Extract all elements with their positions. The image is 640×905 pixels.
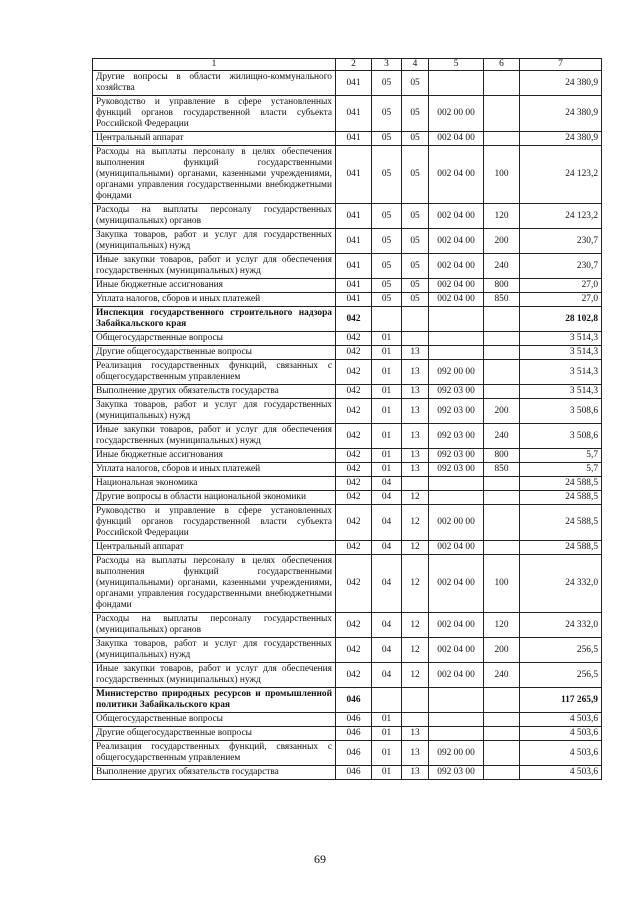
ministry-code: 041 [336, 293, 372, 307]
table-row [93, 477, 602, 491]
target-article-code: 002 04 00 [429, 146, 484, 204]
amount: 24 123,2 [520, 204, 602, 229]
expense-name: Уплата налогов, сборов и иных платежей [93, 293, 336, 307]
target-article-code: 002 04 00 [429, 279, 484, 293]
expense-name: Расходы на выплаты персоналу в целях обеспечения выполнения функций государственными (муниципальными) органами, казенными учреждениями, органами управления государственными внебюджетными фондами [93, 146, 336, 204]
target-article-code: 002 04 00 [429, 613, 484, 638]
subsection-code: 12 [402, 555, 429, 613]
expense-name: Расходы на выплаты персоналу государственных (муниципальных) органов [93, 613, 336, 638]
table-row [93, 688, 602, 713]
amount: 5,7 [520, 463, 602, 477]
expense-type-code: 100 [484, 555, 520, 613]
target-article-code: 092 03 00 [429, 424, 484, 449]
target-article-code: 092 00 00 [429, 360, 484, 385]
section-code [372, 307, 402, 332]
table-row [93, 541, 602, 555]
budget-table [92, 58, 602, 780]
target-article-code: 002 04 00 [429, 132, 484, 146]
ministry-code: 041 [336, 254, 372, 279]
expense-type-code: 240 [484, 254, 520, 279]
ministry-code: 046 [336, 766, 372, 780]
subsection-code: 13 [402, 463, 429, 477]
expense-type-code: 800 [484, 449, 520, 463]
expense-name: Иные бюджетные ассигнования [93, 449, 336, 463]
target-article-code [429, 71, 484, 96]
expense-type-code: 240 [484, 424, 520, 449]
subsection-code: 12 [402, 638, 429, 663]
table-body [93, 71, 602, 780]
subsection-code: 05 [402, 132, 429, 146]
expense-type-code [484, 360, 520, 385]
expense-type-code: 120 [484, 204, 520, 229]
target-article-code [429, 346, 484, 360]
expense-name: Иные закупки товаров, работ и услуг для обеспечения государственных (муниципальных) нужд [93, 424, 336, 449]
expense-name: Национальная экономика [93, 477, 336, 491]
expense-name: Иные бюджетные ассигнования [93, 279, 336, 293]
ministry-code: 042 [336, 385, 372, 399]
amount: 256,5 [520, 638, 602, 663]
ministry-code: 041 [336, 229, 372, 254]
table-row [93, 204, 602, 229]
expense-type-code [484, 477, 520, 491]
column-number: 7 [520, 59, 602, 71]
section-code: 04 [372, 613, 402, 638]
ministry-code: 042 [336, 360, 372, 385]
subsection-code: 13 [402, 399, 429, 424]
ministry-code: 042 [336, 463, 372, 477]
expense-type-code [484, 307, 520, 332]
table-row [93, 713, 602, 727]
target-article-code [429, 477, 484, 491]
amount: 117 265,9 [520, 688, 602, 713]
expense-name: Выполнение других обязательств государства [93, 766, 336, 780]
subsection-code [402, 307, 429, 332]
ministry-code: 042 [336, 555, 372, 613]
table-row [93, 555, 602, 613]
amount: 24 332,0 [520, 555, 602, 613]
expense-type-code: 850 [484, 463, 520, 477]
subsection-code: 05 [402, 146, 429, 204]
expense-type-code: 800 [484, 279, 520, 293]
subsection-code: 05 [402, 204, 429, 229]
subsection-code [402, 477, 429, 491]
target-article-code: 092 00 00 [429, 741, 484, 766]
section-code: 01 [372, 449, 402, 463]
expense-name: Общегосударственные вопросы [93, 332, 336, 346]
target-article-code [429, 713, 484, 727]
section-code: 01 [372, 399, 402, 424]
section-code: 01 [372, 766, 402, 780]
section-code: 01 [372, 741, 402, 766]
amount: 256,5 [520, 663, 602, 688]
section-code: 01 [372, 424, 402, 449]
table-row [93, 491, 602, 505]
subsection-code: 13 [402, 424, 429, 449]
amount: 24 588,5 [520, 477, 602, 491]
subsection-code: 12 [402, 505, 429, 541]
section-code: 04 [372, 505, 402, 541]
table-row [93, 613, 602, 638]
amount: 4 503,6 [520, 727, 602, 741]
ministry-code: 041 [336, 279, 372, 293]
expense-name: Закупка товаров, работ и услуг для государственных (муниципальных) нужд [93, 638, 336, 663]
section-code: 05 [372, 254, 402, 279]
subsection-code [402, 688, 429, 713]
expense-type-code [484, 332, 520, 346]
expense-type-code [484, 385, 520, 399]
expense-name: Расходы на выплаты персоналу государственных (муниципальных) органов [93, 204, 336, 229]
section-code: 01 [372, 463, 402, 477]
ministry-code: 046 [336, 713, 372, 727]
ministry-code: 042 [336, 424, 372, 449]
subsection-code: 12 [402, 541, 429, 555]
ministry-code: 042 [336, 505, 372, 541]
target-article-code: 092 03 00 [429, 766, 484, 780]
section-code: 01 [372, 360, 402, 385]
subsection-code: 05 [402, 96, 429, 132]
expense-name: Руководство и управление в сфере установленных функций органов государственной власти субъекта Российской Федерации [93, 505, 336, 541]
expense-name: Министерство природных ресурсов и промышленной политики Забайкальского края [93, 688, 336, 713]
section-code: 04 [372, 477, 402, 491]
subsection-code [402, 713, 429, 727]
ministry-code: 042 [336, 638, 372, 663]
amount: 27,0 [520, 293, 602, 307]
ministry-code: 042 [336, 307, 372, 332]
table-row [93, 254, 602, 279]
column-number: 4 [402, 59, 429, 71]
expense-name: Руководство и управление в сфере установленных функций органов государственной власти субъекта Российской Федерации [93, 96, 336, 132]
table-row [93, 424, 602, 449]
section-code [372, 688, 402, 713]
expense-type-code: 200 [484, 638, 520, 663]
section-code: 01 [372, 346, 402, 360]
section-code: 04 [372, 638, 402, 663]
table-row [93, 346, 602, 360]
section-code: 01 [372, 713, 402, 727]
column-number: 2 [336, 59, 372, 71]
target-article-code [429, 727, 484, 741]
ministry-code: 046 [336, 688, 372, 713]
subsection-code: 12 [402, 613, 429, 638]
table-row [93, 463, 602, 477]
amount: 24 588,5 [520, 505, 602, 541]
column-number-row [93, 59, 602, 71]
subsection-code: 12 [402, 491, 429, 505]
ministry-code: 041 [336, 146, 372, 204]
amount: 24 380,9 [520, 132, 602, 146]
expense-name: Другие общегосударственные вопросы [93, 346, 336, 360]
section-code: 04 [372, 663, 402, 688]
ministry-code: 041 [336, 132, 372, 146]
section-code: 05 [372, 279, 402, 293]
subsection-code: 13 [402, 385, 429, 399]
amount: 24 123,2 [520, 146, 602, 204]
ministry-code: 042 [336, 613, 372, 638]
budget-page [92, 58, 601, 780]
expense-type-code: 200 [484, 229, 520, 254]
table-row [93, 741, 602, 766]
target-article-code [429, 307, 484, 332]
expense-type-code [484, 541, 520, 555]
section-code: 01 [372, 385, 402, 399]
page-number: 69 [314, 852, 326, 866]
subsection-code: 12 [402, 663, 429, 688]
section-code: 01 [372, 332, 402, 346]
column-number: 5 [429, 59, 484, 71]
amount: 4 503,6 [520, 766, 602, 780]
subsection-code: 05 [402, 254, 429, 279]
table-row [93, 332, 602, 346]
amount: 4 503,6 [520, 713, 602, 727]
subsection-code: 13 [402, 449, 429, 463]
amount: 24 588,5 [520, 491, 602, 505]
expense-type-code [484, 688, 520, 713]
target-article-code: 002 04 00 [429, 541, 484, 555]
expense-type-code [484, 346, 520, 360]
section-code: 05 [372, 204, 402, 229]
ministry-code: 046 [336, 741, 372, 766]
target-article-code [429, 332, 484, 346]
section-code: 05 [372, 146, 402, 204]
table-row [93, 146, 602, 204]
expense-name: Общегосударственные вопросы [93, 713, 336, 727]
target-article-code: 002 04 00 [429, 555, 484, 613]
expense-name: Реализация государственных функций, связанных с общегосударственным управлением [93, 741, 336, 766]
subsection-code: 13 [402, 360, 429, 385]
expense-name: Другие вопросы в области жилищно-коммунального хозяйства [93, 71, 336, 96]
table-row [93, 449, 602, 463]
target-article-code: 092 03 00 [429, 449, 484, 463]
ministry-code: 041 [336, 204, 372, 229]
subsection-code: 13 [402, 741, 429, 766]
target-article-code: 002 04 00 [429, 293, 484, 307]
expense-name: Иные закупки товаров, работ и услуг для обеспечения государственных (муниципальных) нужд [93, 254, 336, 279]
table-row [93, 399, 602, 424]
target-article-code: 002 04 00 [429, 638, 484, 663]
target-article-code [429, 688, 484, 713]
ministry-code: 042 [336, 477, 372, 491]
expense-name: Инспекция государственного строительного надзора Забайкальского края [93, 307, 336, 332]
section-code: 04 [372, 491, 402, 505]
table-row [93, 766, 602, 780]
table-row [93, 293, 602, 307]
expense-name: Расходы на выплаты персоналу в целях обеспечения выполнения функций государственными (муниципальными) органами, казенными учреждениями, органами управления государственными внебюджетными фондами [93, 555, 336, 613]
expense-type-code [484, 71, 520, 96]
expense-name: Выполнение других обязательств государства [93, 385, 336, 399]
table-row [93, 96, 602, 132]
ministry-code: 042 [336, 399, 372, 424]
section-code: 05 [372, 132, 402, 146]
expense-name: Другие общегосударственные вопросы [93, 727, 336, 741]
subsection-code: 05 [402, 293, 429, 307]
target-article-code: 092 03 00 [429, 399, 484, 424]
column-number: 3 [372, 59, 402, 71]
expense-name: Закупка товаров, работ и услуг для государственных (муниципальных) нужд [93, 229, 336, 254]
expense-type-code: 200 [484, 399, 520, 424]
table-row [93, 638, 602, 663]
expense-name: Уплата налогов, сборов и иных платежей [93, 463, 336, 477]
table-row [93, 279, 602, 293]
amount: 230,7 [520, 254, 602, 279]
ministry-code: 042 [336, 332, 372, 346]
ministry-code: 042 [336, 449, 372, 463]
table-row [93, 360, 602, 385]
table-row [93, 229, 602, 254]
target-article-code: 092 03 00 [429, 385, 484, 399]
expense-type-code [484, 132, 520, 146]
amount: 3 514,3 [520, 360, 602, 385]
amount: 3 514,3 [520, 385, 602, 399]
target-article-code: 002 04 00 [429, 229, 484, 254]
target-article-code: 002 00 00 [429, 96, 484, 132]
amount: 27,0 [520, 279, 602, 293]
table-row [93, 663, 602, 688]
ministry-code: 042 [336, 541, 372, 555]
amount: 5,7 [520, 449, 602, 463]
expense-name: Другие вопросы в области национальной экономики [93, 491, 336, 505]
section-code: 01 [372, 727, 402, 741]
amount: 24 380,9 [520, 71, 602, 96]
subsection-code: 13 [402, 766, 429, 780]
target-article-code: 002 04 00 [429, 204, 484, 229]
table-row [93, 132, 602, 146]
expense-type-code [484, 741, 520, 766]
section-code: 05 [372, 229, 402, 254]
amount: 24 588,5 [520, 541, 602, 555]
target-article-code: 002 00 00 [429, 505, 484, 541]
target-article-code: 092 03 00 [429, 463, 484, 477]
section-code: 04 [372, 541, 402, 555]
table-row [93, 307, 602, 332]
target-article-code: 002 04 00 [429, 254, 484, 279]
amount: 24 332,0 [520, 613, 602, 638]
expense-type-code [484, 491, 520, 505]
expense-type-code [484, 505, 520, 541]
amount: 230,7 [520, 229, 602, 254]
amount: 3 508,6 [520, 424, 602, 449]
section-code: 05 [372, 71, 402, 96]
subsection-code: 05 [402, 229, 429, 254]
ministry-code: 042 [336, 663, 372, 688]
amount: 24 380,9 [520, 96, 602, 132]
amount: 3 514,3 [520, 332, 602, 346]
expense-name: Реализация государственных функций, связанных с общегосударственным управлением [93, 360, 336, 385]
subsection-code: 13 [402, 346, 429, 360]
expense-name: Иные закупки товаров, работ и услуг для обеспечения государственных (муниципальных) нужд [93, 663, 336, 688]
amount: 28 102,8 [520, 307, 602, 332]
target-article-code [429, 491, 484, 505]
section-code: 04 [372, 555, 402, 613]
target-article-code: 002 04 00 [429, 663, 484, 688]
expense-name: Центральный аппарат [93, 541, 336, 555]
expense-type-code [484, 727, 520, 741]
ministry-code: 041 [336, 96, 372, 132]
column-number: 6 [484, 59, 520, 71]
table-row [93, 505, 602, 541]
subsection-code [402, 332, 429, 346]
expense-type-code: 100 [484, 146, 520, 204]
expense-name: Закупка товаров, работ и услуг для государственных (муниципальных) нужд [93, 399, 336, 424]
ministry-code: 046 [336, 727, 372, 741]
column-number: 1 [93, 59, 336, 71]
table-row [93, 71, 602, 96]
section-code: 05 [372, 293, 402, 307]
expense-type-code: 850 [484, 293, 520, 307]
expense-type-code [484, 713, 520, 727]
amount: 4 503,6 [520, 741, 602, 766]
subsection-code: 13 [402, 727, 429, 741]
expense-name: Центральный аппарат [93, 132, 336, 146]
ministry-code: 042 [336, 346, 372, 360]
expense-type-code: 240 [484, 663, 520, 688]
amount: 3 508,6 [520, 399, 602, 424]
table-row [93, 727, 602, 741]
ministry-code: 041 [336, 71, 372, 96]
amount: 3 514,3 [520, 346, 602, 360]
section-code: 05 [372, 96, 402, 132]
subsection-code: 05 [402, 71, 429, 96]
expense-type-code: 120 [484, 613, 520, 638]
table-row [93, 385, 602, 399]
expense-type-code [484, 96, 520, 132]
ministry-code: 042 [336, 491, 372, 505]
expense-type-code [484, 766, 520, 780]
subsection-code: 05 [402, 279, 429, 293]
